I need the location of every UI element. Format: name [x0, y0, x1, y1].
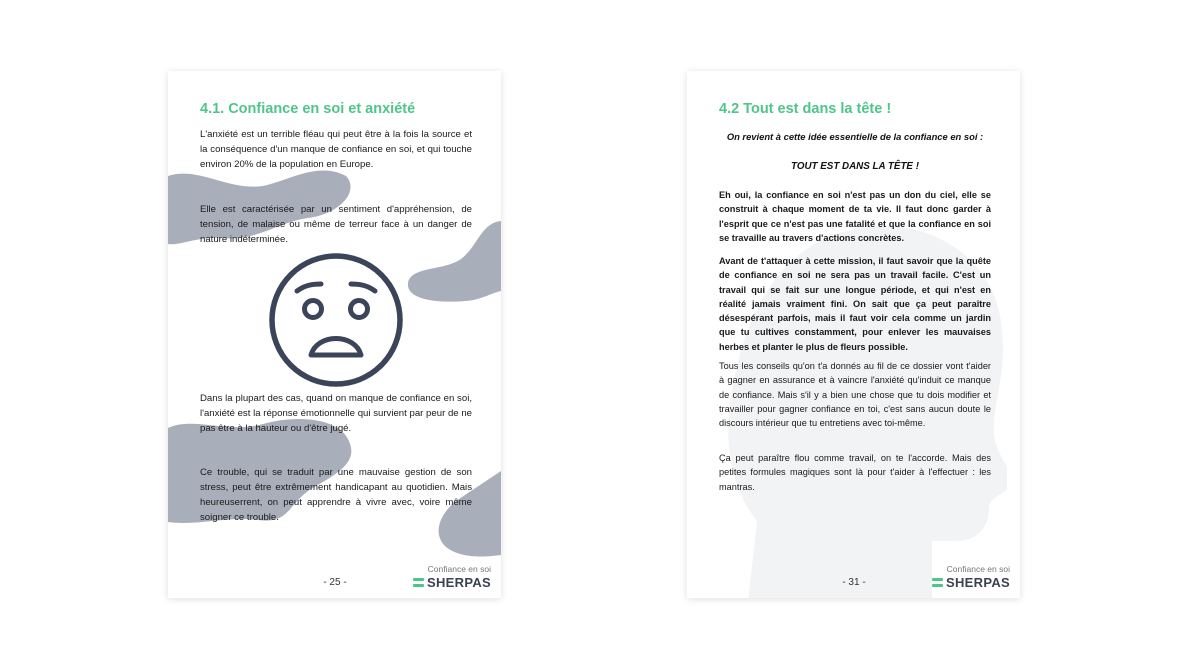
footer-label: Confiance en soi	[946, 564, 1010, 574]
paragraph: Ça peut paraître flou comme travail, on te l'accorde. Mais des petites formules magiques sont là pour t'aider à l'effectuer : les mantras.	[719, 453, 991, 492]
section-title: 4.1. Confiance en soi et anxiété	[200, 101, 416, 117]
document-page-left	[168, 71, 501, 598]
brand-name: SHERPAS	[946, 575, 1010, 590]
sherpas-logo-mark-icon	[413, 577, 424, 589]
paragraph: Ce trouble, qui se traduit par une mauvaise gestion de son stress, peut être extrêmement handicapant au quotidien. Mais heureuserrent, on peut apprendre à vivre avec, voire même soigner ce trouble.	[200, 467, 472, 523]
page-number: - 25 -	[323, 577, 347, 588]
intro-sentence: On revient à cette idée essentielle de la confiance en soi :	[726, 131, 984, 142]
paragraph: Dans la plupart des cas, quand on manque de confiance en soi, l'anxiété est la réponse émotionnelle qui survient par peur de ne pas être à la hauteur ou d'être jugé.	[200, 393, 472, 434]
paragraph: Tous les conseils qu'on t'a donnés au fil de ce dossier vont t'aider à gagner en assurance et à vaincre l'anxiété qu'induit ce manque de confiance. Mais s'il y a bien une chose que tu dois modifier et travailler pour gagner confiance en toi, c'est sans aucun doute le discours intérieur que tu entretiens avec toi-même.	[719, 361, 991, 429]
footer-label: Confiance en soi	[427, 564, 491, 574]
section-title: 4.2 Tout est dans la tête !	[719, 101, 892, 117]
document-page-right	[687, 71, 1020, 598]
paragraph: Avant de t'attaquer à cette mission, il faut savoir que la quête de confiance en soi ne sera pas un travail facile. C'est un travail qui se fait sur une longue période, et qui n'est en réalité jamais vraiment fini. On sait que ça peut paraître désespérant parfois, mais il faut voir cela comme un jardin que tu cultives constamment, pour enlever les mauvaises herbes et planter le plus de fleurs possible.	[719, 256, 991, 352]
sherpas-logo-mark-icon	[932, 577, 943, 589]
sherpas-logo	[413, 575, 491, 590]
page-number: - 31 -	[842, 577, 866, 588]
sherpas-logo	[932, 575, 1010, 590]
intro-headline: TOUT EST DANS LA TÊTE !	[791, 161, 919, 172]
anxious-face-icon	[267, 251, 405, 389]
brand-name: SHERPAS	[427, 575, 491, 590]
paragraph: Eh oui, la confiance en soi n'est pas un don du ciel, elle se construit à chaque moment de ta vie. Il faut donc garder à l'esprit que ce n'est pas une fatalité et que la confiance en soi se travaille au travers d'actions concrètes.	[719, 190, 991, 243]
paragraph: Elle est caractérisée par un sentiment d'appréhension, de tension, de malaise ou même de terreur face à un danger de nature indéterminée.	[200, 204, 472, 245]
paragraph: L'anxiété est un terrible fléau qui peut être à la fois la source et la conséquence d'un manque de confiance en soi, et qui touche environ 20% de la population en Europe.	[200, 129, 472, 170]
